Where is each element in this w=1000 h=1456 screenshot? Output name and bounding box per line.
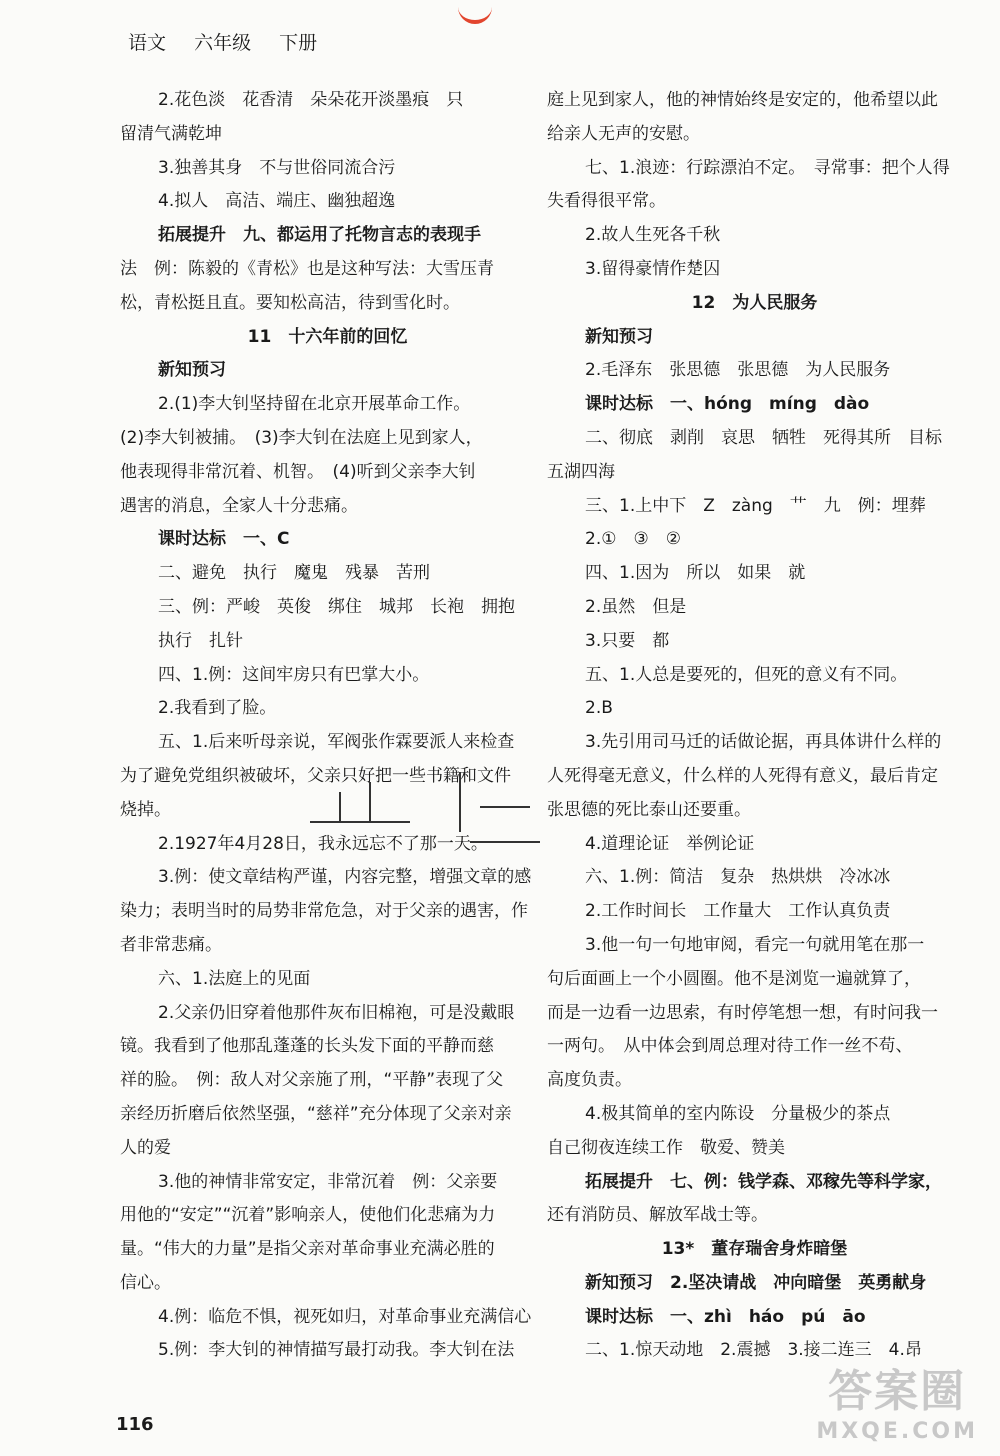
right-text-line: 高度负责。: [547, 1070, 632, 1091]
left-text-line: 留清气满乾坤: [120, 123, 222, 144]
right-text-line: 4.极其简单的室内陈设 分量极少的茶点: [585, 1103, 891, 1124]
left-text-line: 者非常悲痛。: [120, 934, 222, 955]
top-mark: [458, 6, 492, 24]
left-text-line: 4.拟人 高洁、端庄、幽独超逸: [158, 191, 396, 212]
right-text-line: 失看得很平常。: [547, 191, 666, 212]
left-text-line: 课时达标 一、C: [158, 529, 290, 550]
left-text-line: 三、例：严峻 英俊 绑住 城邦 长袍 拥抱: [158, 596, 515, 617]
left-text-line: 用他的“安定”“沉着”影响亲人，使他们化悲痛为力: [120, 1205, 496, 1226]
right-text-line: 四、1.因为 所以 如果 就: [585, 563, 806, 584]
left-text-line: 为了避免党组织被破坏，父亲只好把一些书籍和文件: [120, 765, 511, 786]
right-text-line: 2.B: [585, 698, 613, 719]
right-text-line: 七、1.浪迹：行踪漂泊不定。 寻常事：把个人得: [585, 157, 950, 178]
right-text-line: 13* 董存瑞舍身炸暗堡: [661, 1239, 848, 1260]
left-text-line: 五、1.后来听母亲说，军阀张作霖要派人来检查: [158, 732, 515, 753]
right-text-line: 新知预习 2.坚决请战 冲向暗堡 英勇献身: [585, 1272, 927, 1293]
page-header: [128, 28, 339, 55]
right-text-line: 2.故人生死各千秋: [585, 225, 721, 246]
left-column: [120, 84, 535, 1368]
right-text-line: 新知预习: [585, 326, 653, 347]
right-text-line: 五、1.人总是要死的，但死的意义有不同。: [585, 664, 908, 685]
right-text-line: 六、1.例：简洁 复杂 热烘烘 冷冰冰: [585, 867, 891, 888]
handwriting-scribble: [300, 752, 560, 862]
right-text-line: 句后面画上一个小圆圈。他不是浏览一遍就算了，: [547, 968, 921, 989]
right-text-line: 庭上见到家人，他的神情始终是安定的，他希望以此: [547, 90, 938, 110]
left-text-line: 人的爱: [120, 1137, 171, 1158]
right-text-line: 拓展提升 七、例：钱学森、邓稼先等科学家，: [585, 1171, 942, 1192]
watermark-line1: 答案圈: [828, 1366, 967, 1417]
right-text-line: 12 为人民服务: [691, 292, 818, 313]
left-text-line: 量。“伟大的力量”是指父亲对革命事业充满必胜的: [120, 1239, 495, 1260]
right-text-line: 二、彻底 剥削 哀思 牺牲 死得其所 目标: [585, 427, 942, 448]
left-text-line: 松，青松挺且直。要知松高洁，待到雪化时。: [120, 292, 460, 313]
right-text-line: 张思德的死比泰山还要重。: [547, 799, 751, 820]
left-text-line: 4.例：临危不惧，视死如归，对革命事业充满信心: [158, 1306, 532, 1327]
right-text-line: 3.留得豪情作楚囚: [585, 258, 721, 279]
header-subject: 语文: [128, 32, 167, 54]
right-text-line: 3.先引用司马迁的话做论据，再具体讲什么样的: [585, 732, 942, 753]
left-text-line: 5.例：李大钊的神情描写最打动我。李大钊在法: [158, 1340, 515, 1361]
page-number: 116: [116, 1414, 154, 1435]
right-text-line: 2.毛泽东 张思德 张思德 为人民服务: [585, 360, 891, 381]
right-text-line: 人死得毫无意义，什么样的人死得有意义，最后肯定: [547, 765, 938, 786]
header-grade: 六年级: [194, 32, 252, 54]
left-text-line: 四、1.例：这间牢房只有巴掌大小。: [158, 664, 430, 685]
right-text-line: 2.工作时间长 工作量大 工作认真负责: [585, 901, 891, 922]
left-text-line: 法 例：陈毅的《青松》也是这种写法：大雪压青: [120, 258, 494, 279]
right-text-line: 4.道理论证 举例论证: [585, 833, 755, 854]
right-text-line: 一两句。 从中体会到周总理对待工作一丝不苟、: [547, 1036, 913, 1057]
left-text-line: 2.父亲仍旧穿着他那件灰布旧棉袍，可是没戴眼: [158, 1002, 515, 1023]
left-text-line: 2.(1)李大钊坚持留在北京开展革命工作。: [158, 394, 471, 415]
left-text-line: 3.独善其身 不与世俗同流合污: [158, 157, 396, 178]
right-text-line: 给亲人无声的安慰。: [547, 123, 700, 144]
right-text-line: 3.只要 都: [585, 630, 670, 651]
right-text-line: 3.他一句一句地审阅，看完一句就用笔在那一: [585, 934, 925, 955]
right-text-line: 五湖四海: [547, 461, 615, 482]
watermark-line2: MXQE.COM: [816, 1419, 978, 1444]
right-column: [547, 84, 962, 1368]
right-text-line: 课时达标 一、zhì háo pú āo: [585, 1306, 866, 1327]
right-text-line: 课时达标 一、hóng míng dào: [585, 394, 870, 415]
left-text-line: 祥的脸。 例：敌人对父亲施了刑，“平静”表现了父: [120, 1070, 504, 1091]
left-text-line: 遇害的消息，全家人十分悲痛。: [120, 495, 358, 516]
left-text-line: 烧掉。: [120, 799, 171, 820]
right-text-line: 2.虽然 但是: [585, 596, 687, 617]
left-text-line: 2.我看到了脸。: [158, 698, 277, 719]
left-text-line: 执行 扎针: [158, 630, 243, 651]
left-text-line: 拓展提升 九、都运用了托物言志的表现手: [158, 225, 481, 246]
right-text-line: 而是一边看一边思索，有时停笔想一想，有时问我一: [547, 1002, 938, 1023]
right-text-line: 还有消防员、解放军战士等。: [547, 1205, 768, 1226]
left-text-line: 镜。我看到了他那乱蓬蓬的长头发下面的平静而慈: [120, 1036, 494, 1057]
right-text-line: 2.① ③ ②: [585, 529, 681, 550]
left-text-line: 新知预习: [158, 360, 226, 381]
left-text-line: 3.例：使文章结构严谨，内容完整，增强文章的感: [158, 867, 532, 888]
left-text-line: 3.他的神情非常安定，非常沉着 例：父亲要: [158, 1171, 498, 1192]
right-text-line: 二、1.惊天动地 2.震撼 3.接二连三 4.昂: [585, 1340, 922, 1361]
right-text-line: 三、1.上中下 Z zàng 艹 九 例：埋葬: [585, 495, 926, 516]
left-text-line: 亲经历折磨后依然坚强，“慈祥”充分体现了父亲对亲: [120, 1103, 512, 1124]
left-text-line: 他表现得非常沉着、机智。 (4)听到父亲李大钊: [120, 461, 476, 482]
left-text-line: (2)李大钊被捕。 (3)李大钊在法庭上见到家人，: [120, 427, 483, 448]
left-text-line: 2.1927年4月28日，我永远忘不了那一天。: [158, 833, 488, 854]
left-text-line: 二、避免 执行 魔鬼 残暴 苦刑: [158, 563, 430, 584]
left-text-line: 信心。: [120, 1272, 171, 1293]
right-text-line: 自己彻夜连续工作 敬爱、赞美: [547, 1137, 785, 1158]
watermark: [816, 1355, 978, 1444]
left-text-line: 染力；表明当时的局势非常危急，对于父亲的遇害，作: [120, 901, 528, 922]
left-text-line: 2.花色淡 花香清 朵朵花开淡墨痕 只: [158, 90, 464, 110]
header-volume: 下册: [279, 32, 318, 54]
left-text-line: 11 十六年前的回忆: [247, 326, 408, 347]
left-text-line: 六、1.法庭上的见面: [158, 968, 311, 989]
